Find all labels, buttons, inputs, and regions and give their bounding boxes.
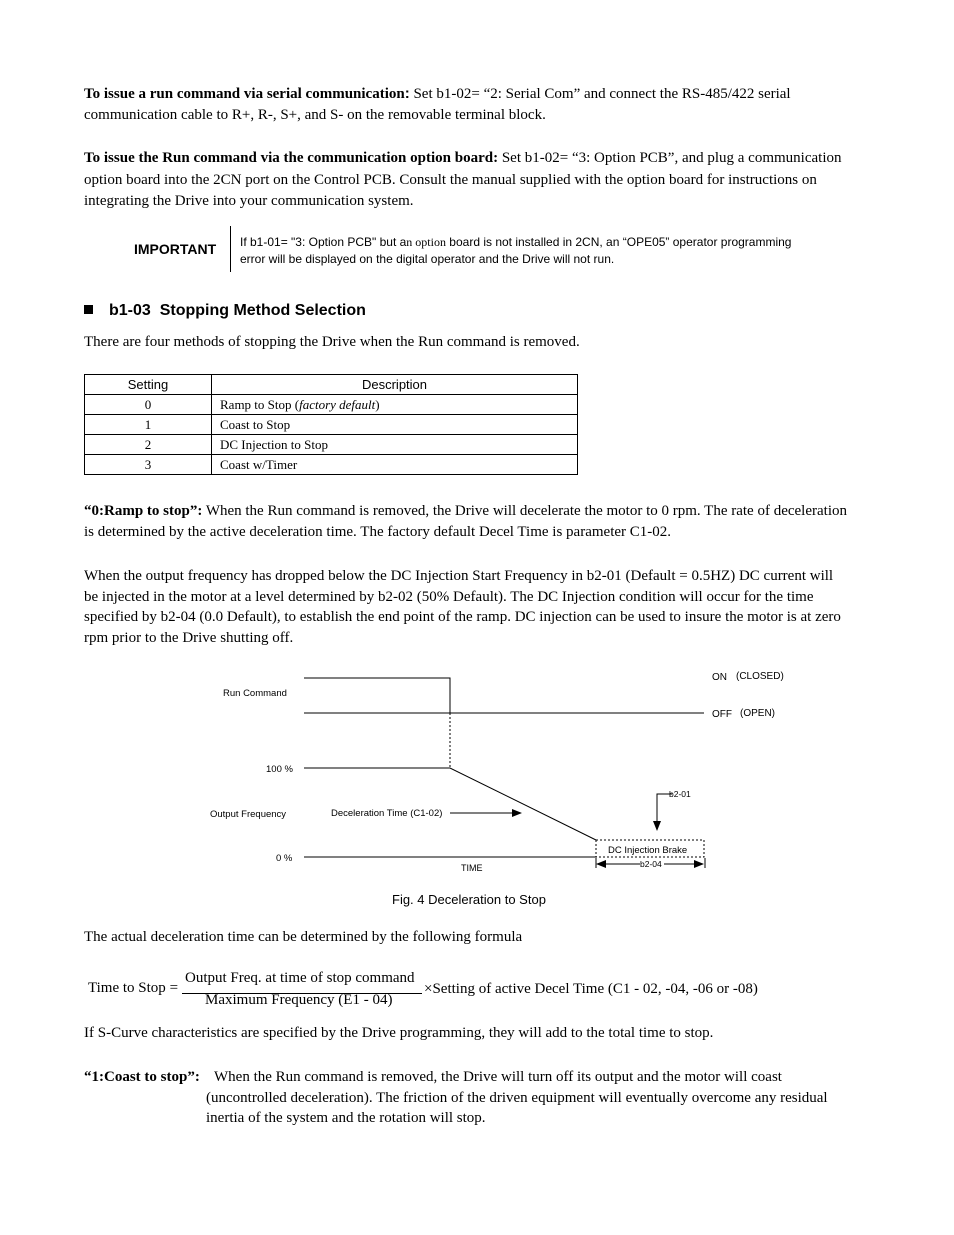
formula-numerator: Output Freq. at time of stop command	[185, 970, 415, 986]
output-frequency-label: Output Frequency	[210, 809, 287, 820]
important-text: If b1-01= "3: Option PCB" but an option board is not installed in 2CN, an “OPE05” operator programming error will be displayed on the digital operator and the Drive will not run.	[240, 235, 792, 266]
pct0-label: 0 %	[276, 853, 293, 864]
on-label: ON	[712, 672, 727, 683]
serial-lead: To issue a run command via serial communication	[84, 86, 405, 102]
scurve-paragraph: If S-Curve characteristics are specified by the Drive programming, they will add to the total time to stop.	[84, 1025, 714, 1041]
option-board-lead: To issue the Run command via the communication option board:	[84, 150, 499, 166]
table-cell-setting: 3	[85, 455, 212, 475]
table-cell-setting: 0	[85, 395, 212, 415]
table-cell-setting: 2	[85, 435, 212, 455]
time-label: TIME	[461, 863, 483, 873]
ramp-paragraph: “0:Ramp to stop”: When the Run command is removed, the Drive will decelerate the motor to 0 rpm. The rate of deceleration is determined by the active deceleration time. The factory default Decel Time is parameter C1-02.	[84, 503, 847, 540]
decel-time-label: Deceleration Time (C1-02)	[331, 808, 443, 819]
dc-brake-label: DC Injection Brake	[608, 845, 688, 856]
table-cell-description: DC Injection to Stop	[212, 435, 578, 455]
b2-01-arrow	[657, 794, 672, 830]
b2-01-label: b2-01	[669, 789, 691, 799]
section-intro: There are four methods of stopping the Drive when the Run command is removed.	[84, 334, 580, 350]
serial-text-1: Set b1-02= “2: Serial Com” and connect the RS-485/422 serial	[409, 86, 791, 102]
table-header-setting: Setting	[85, 375, 212, 395]
pct100-label: 100 %	[266, 764, 293, 775]
section-title: Stopping Method Selection	[159, 302, 366, 319]
table-cell-description: Coast w/Timer	[212, 455, 578, 475]
formula-rhs: ×Setting of active Decel Time (C1 - 02, -04, -06 or -08)	[424, 981, 758, 997]
option-board-paragraph: To issue the Run command via the communication option board: Set b1-02= “3: Option PCB”, and plug a communication option board into the 2CN port on the Control PCB. Consult the manual supplied with the option board for instructions on integrating the Drive into your communication system.	[84, 150, 842, 209]
b2-04-label: b2-04	[640, 859, 662, 869]
closed-label: (CLOSED)	[736, 671, 784, 682]
off-label: OFF	[712, 709, 732, 720]
section-code: b1-03	[109, 302, 151, 319]
table-cell-description: Ramp to Stop (factory default)	[212, 395, 578, 415]
serial-paragraph: To issue a run command via serial communication: Set b1-02= “2: Serial Com” and connect the RS-485/422 serial communication cable to R+, R-, S+, and S- on the removable terminal block.	[84, 85, 791, 123]
table-cell-setting: 1	[85, 415, 212, 435]
table-header-description: Description	[212, 375, 578, 395]
serial-text-2: communication cable to R+, R-, S+, and S- on the removable terminal block.	[84, 107, 546, 123]
figure-caption: Fig. 4 Deceleration to Stop	[392, 892, 546, 907]
dc-injection-paragraph: When the output frequency has dropped below the DC Injection Start Frequency in b2-01 (Default = 0.5HZ) DC current will be injected in the motor at a level determined by b2-02 (50% Default). The DC Injection condition will occur for the time specified by b2-04 (0.0 Default), to establish the end point of the ramp. DC injection can be used to insure the motor is at zero rpm prior to the Drive shutting off.	[84, 568, 841, 646]
ramp-lead: “0:Ramp to stop”:	[84, 503, 203, 519]
output-frequency-curve	[304, 768, 596, 840]
formula-lhs: Time to Stop =	[88, 980, 179, 996]
coast-paragraph: When the Run command is removed, the Drive will turn off its output and the motor will coast (uncontrolled deceleration). The friction of the driven equipment will eventually overcome any residual inertia of the system and the rotation will stop.	[206, 1069, 828, 1126]
formula-denominator: Maximum Frequency (E1 - 04)	[205, 992, 393, 1008]
coast-lead: “1:Coast to stop”:	[84, 1069, 200, 1085]
important-label: IMPORTANT	[134, 241, 217, 257]
table-cell-description: Coast to Stop	[212, 415, 578, 435]
formula-intro: The actual deceleration time can be determined by the following formula	[84, 929, 523, 945]
run-command-signal	[304, 678, 450, 713]
open-label: (OPEN)	[740, 708, 775, 719]
run-command-label: Run Command	[223, 688, 287, 699]
